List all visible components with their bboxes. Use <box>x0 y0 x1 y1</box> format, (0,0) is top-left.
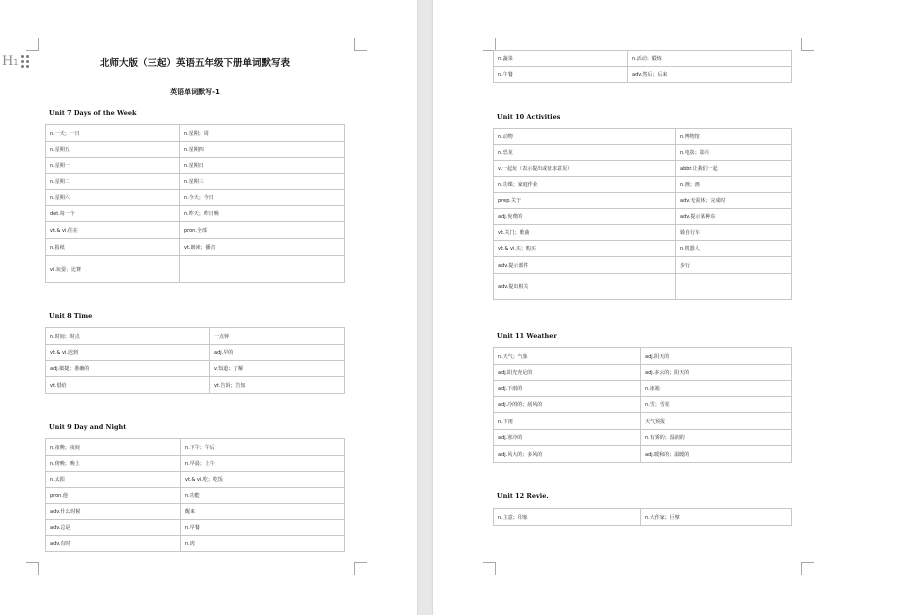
table-cell[interactable]: n.有雾的；湿润的 <box>641 430 792 446</box>
table-cell[interactable]: adj.敏捷；准确的 <box>46 361 210 377</box>
table-cell[interactable]: n.星期四 <box>180 142 345 158</box>
table-cell[interactable]: n.星期一 <box>46 158 180 174</box>
unit-10-table <box>493 128 792 300</box>
table-cell[interactable]: n.今天；今日 <box>180 190 345 206</box>
unit-9-continued-table <box>493 50 792 83</box>
crop-mark <box>483 562 496 575</box>
table-cell[interactable]: n.太阳 <box>46 472 181 488</box>
table-row <box>494 145 792 161</box>
document-subtitle: 英语单词默写-1 <box>170 88 220 96</box>
table-cell[interactable]: adj.冷的的；刮风的 <box>494 397 641 413</box>
crop-mark <box>26 38 39 51</box>
table-row <box>494 274 792 300</box>
table-cell[interactable]: n.画；画 <box>676 177 792 193</box>
table-cell[interactable]: n.蔬菜 <box>494 51 628 67</box>
table-cell[interactable]: vt.朗读；播音 <box>180 239 345 256</box>
heading-letter-icon: H <box>2 54 14 69</box>
table-cell[interactable]: det.每一个 <box>46 206 180 222</box>
table-cell[interactable]: n.恐龙 <box>494 145 676 161</box>
table-cell[interactable]: vt.借给 <box>46 377 210 394</box>
table-cell[interactable]: n.下午；午后 <box>181 439 345 456</box>
table-row <box>494 381 792 397</box>
table-row <box>494 365 792 381</box>
unit-8-heading: Unit 8 Time <box>49 312 93 320</box>
table-cell[interactable]: vt.告诉；告知 <box>210 377 345 394</box>
unit-7-heading: Unit 7 Days of the Week <box>49 109 137 117</box>
table-row <box>46 439 345 456</box>
table-cell[interactable]: 一点钟 <box>210 328 345 345</box>
table-cell[interactable]: adj.早的 <box>210 345 345 361</box>
crop-mark <box>26 562 39 575</box>
table-cell[interactable]: n.大作家；巨擘 <box>641 509 792 526</box>
table-cell[interactable]: n.星期；周 <box>180 125 345 142</box>
unit-11-heading: Unit 11 Weather <box>497 332 557 340</box>
table-cell[interactable]: n.动物 <box>494 129 676 145</box>
table-cell[interactable]: adv.提示部件 <box>494 257 676 274</box>
table-row <box>494 51 792 67</box>
table-cell[interactable]: n.早餐 <box>181 520 345 536</box>
table-row <box>494 446 792 463</box>
table-cell[interactable]: vt.& vi.住在 <box>46 222 180 239</box>
table-row <box>46 377 345 394</box>
drag-handle-icon[interactable] <box>21 55 31 69</box>
table-cell[interactable]: adv.提示某种东 <box>676 209 792 225</box>
document-title: 北师大版（三起）英语五年级下册单词默写表 <box>99 58 290 69</box>
table-row <box>494 177 792 193</box>
table-cell[interactable]: prep.关于 <box>494 193 676 209</box>
table-cell[interactable]: n.午餐 <box>494 67 628 83</box>
table-cell[interactable]: n.傍晚；晚上 <box>46 456 181 472</box>
table-cell[interactable]: n.机器人 <box>676 241 792 257</box>
table-cell[interactable]: pron.全部 <box>180 222 345 239</box>
table-cell[interactable]: n.夜晚；夜间 <box>46 439 181 456</box>
table-cell[interactable]: n.一天；一日 <box>46 125 180 142</box>
table-row <box>46 190 345 206</box>
table-cell[interactable]: n.功课；家庭作业 <box>494 177 676 193</box>
table-cell[interactable]: adv.有时 <box>46 536 181 552</box>
table-cell[interactable]: n.星期二 <box>46 174 180 190</box>
table-cell[interactable]: vt.& vi.迟到 <box>46 345 210 361</box>
table-cell[interactable]: adj.阴天的 <box>641 348 792 365</box>
table-row <box>494 509 792 526</box>
table-row <box>494 129 792 145</box>
table-cell[interactable]: n.冰箱 <box>641 381 792 397</box>
table-cell[interactable]: n.星期六 <box>46 190 180 206</box>
table-cell[interactable]: n.时间；时点 <box>46 328 210 345</box>
unit-7-table <box>45 124 345 283</box>
table-cell[interactable]: adv.总是 <box>46 520 181 536</box>
table-row <box>494 193 792 209</box>
table-cell[interactable]: abbr.让我们一起 <box>676 161 792 177</box>
table-row <box>46 222 345 239</box>
table-row <box>46 174 345 190</box>
table-row <box>46 456 345 472</box>
table-cell[interactable]: adj.寒冷的 <box>494 430 641 446</box>
table-cell[interactable]: n.功能 <box>181 488 345 504</box>
table-row <box>494 241 792 257</box>
table-cell[interactable]: pron.他 <box>46 488 181 504</box>
table-cell[interactable]: 步行 <box>676 257 792 274</box>
table-cell[interactable]: adv.然后；后来 <box>628 67 792 83</box>
table-cell[interactable]: vt.关门；歌曲 <box>494 225 676 241</box>
table-cell[interactable]: n.昨天；昨日晚 <box>180 206 345 222</box>
table-cell[interactable]: vi.玩耍；比赛 <box>46 256 180 283</box>
table-cell[interactable]: n.肉 <box>181 536 345 552</box>
table-cell[interactable]: adj.下雨的 <box>494 381 641 397</box>
unit-9-heading: Unit 9 Day and Night <box>49 423 127 431</box>
table-cell[interactable]: adv.提出相关 <box>494 274 676 300</box>
table-row <box>46 345 345 361</box>
table-row <box>494 413 792 430</box>
table-row <box>46 158 345 174</box>
table-cell[interactable]: n.主意；印象 <box>494 509 641 526</box>
table-cell[interactable]: n.早晨；上午 <box>181 456 345 472</box>
table-cell[interactable]: n.报纸 <box>46 239 180 256</box>
crop-mark <box>354 562 367 575</box>
table-cell[interactable]: adj.暖和的；温暖的 <box>641 446 792 463</box>
table-cell[interactable]: vt.& vi.吃；吃饭 <box>181 472 345 488</box>
table-cell[interactable]: adj.多云的；阴天的 <box>641 365 792 381</box>
table-cell[interactable]: n.活动；锻炼 <box>628 51 792 67</box>
table-row <box>46 328 345 345</box>
table-cell[interactable]: v.一起玩（表示提出或征求意见） <box>494 161 676 177</box>
table-row <box>46 504 345 520</box>
table-row <box>494 348 792 365</box>
table-cell[interactable]: adj.风大的；多风的 <box>494 446 641 463</box>
unit-9-table <box>45 438 345 552</box>
table-cell[interactable]: n.星期日 <box>180 158 345 174</box>
table-row <box>46 206 345 222</box>
table-row <box>46 520 345 536</box>
table-cell[interactable]: 天气预报 <box>641 413 792 430</box>
table-row <box>46 125 345 142</box>
crop-mark <box>354 38 367 51</box>
table-cell[interactable]: n.星期三 <box>180 174 345 190</box>
unit-12-heading: Unit 12 Revie. <box>497 492 549 500</box>
table-cell[interactable]: v.知道；了解 <box>210 361 345 377</box>
table-row <box>494 430 792 446</box>
table-cell[interactable]: 骑自行车 <box>676 225 792 241</box>
table-cell[interactable]: adv.什么时候 <box>46 504 181 520</box>
table-row <box>494 257 792 274</box>
table-row <box>494 397 792 413</box>
table-cell[interactable]: n.星期五 <box>46 142 180 158</box>
table-cell[interactable] <box>180 256 345 283</box>
table-cell[interactable] <box>676 274 792 300</box>
table-row <box>494 67 792 83</box>
table-cell[interactable]: n.下雨 <box>494 413 641 430</box>
table-cell[interactable]: n.天气；气象 <box>494 348 641 365</box>
table-row <box>46 256 345 283</box>
crop-mark <box>801 38 814 51</box>
unit-12-table <box>493 508 792 526</box>
table-row <box>46 472 345 488</box>
table-cell[interactable]: n.电影；影片 <box>676 145 792 161</box>
table-cell[interactable]: n.雪；雪花 <box>641 397 792 413</box>
heading-style-icon[interactable]: H1 <box>2 54 34 70</box>
unit-10-heading: Unit 10 Activities <box>497 113 561 121</box>
table-row <box>494 225 792 241</box>
table-row <box>46 142 345 158</box>
table-row <box>46 488 345 504</box>
table-cell[interactable]: n.博物馆 <box>676 129 792 145</box>
document-page-left <box>0 0 417 615</box>
unit-11-table <box>493 347 792 463</box>
crop-mark <box>801 562 814 575</box>
table-row <box>46 239 345 256</box>
table-cell[interactable]: adj.阳光充足的 <box>494 365 641 381</box>
unit-8-table <box>45 327 345 394</box>
table-cell[interactable]: vt.& vi.买；购买 <box>494 241 676 257</box>
table-row <box>46 361 345 377</box>
table-cell[interactable]: adv.无需休；完成时 <box>676 193 792 209</box>
table-cell[interactable]: adj.免费的 <box>494 209 676 225</box>
table-cell[interactable]: 醒来 <box>181 504 345 520</box>
table-row <box>494 161 792 177</box>
table-row <box>46 536 345 552</box>
table-row <box>494 209 792 225</box>
document-page-right <box>433 0 898 615</box>
